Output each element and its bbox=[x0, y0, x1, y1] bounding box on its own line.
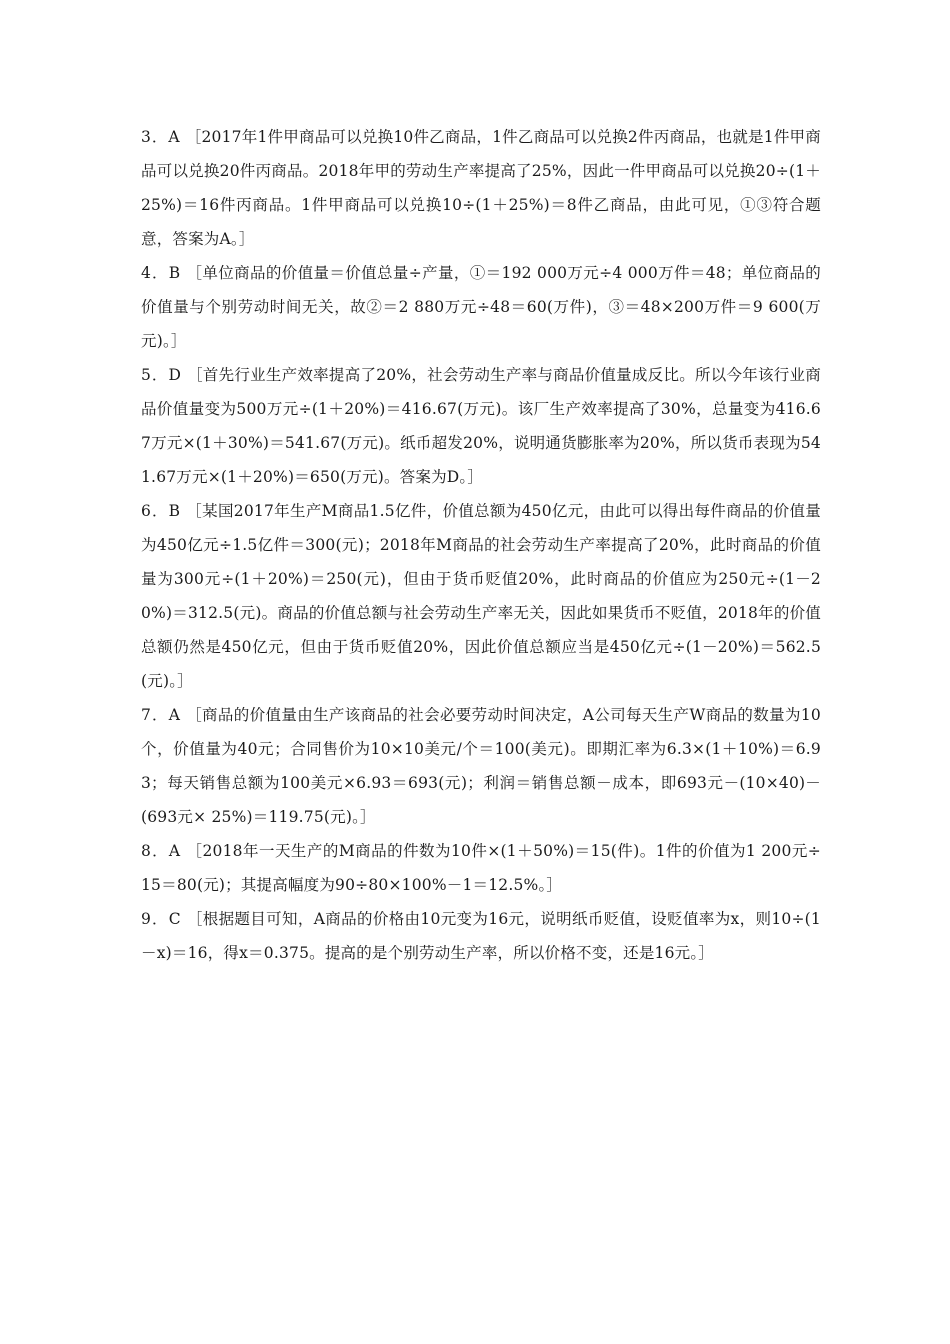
answer-choice: B bbox=[168, 502, 182, 520]
answer-item-5 bbox=[141, 358, 821, 494]
answer-item-3 bbox=[141, 120, 821, 256]
answer-number: 5． bbox=[141, 366, 169, 384]
answer-item-6 bbox=[141, 494, 821, 698]
answer-number: 3． bbox=[141, 128, 169, 146]
answer-item-8 bbox=[141, 834, 821, 902]
answer-explanation: ［商品的价值量由生产该商品的社会必要劳动时间决定，A公司每天生产W商品的数量为10个，价值量为40元；合同售价为10×10美元/个＝100(美元)。即期汇率为6.3×(1＋10%)＝6.93；每天销售总额为100美元×6.93＝693(元)；利润＝销售总额－成本，即693元－(10×40)－(693元× 25%)＝119.75(元)。］ bbox=[141, 706, 821, 826]
answer-number: 6． bbox=[141, 502, 169, 520]
answer-choice: B bbox=[168, 264, 182, 282]
answer-number: 8． bbox=[141, 842, 169, 860]
answer-explanation: ［根据题目可知，A商品的价格由10元变为16元，说明纸币贬值，设贬值率为x，则10÷(1－x)＝16，得x＝0.375。提高的是个别劳动生产率，所以价格不变，还是16元。］ bbox=[141, 910, 821, 962]
answer-explanation: ［2017年1件甲商品可以兑换10件乙商品，1件乙商品可以兑换2件丙商品，也就是1件甲商品可以兑换20件丙商品。2018年甲的劳动生产率提高了25%，因此一件甲商品可以兑换20÷(1＋25%)＝16件丙商品。1件甲商品可以兑换10÷(1＋25%)＝8件乙商品，由此可见，①③符合题意，答案为A。］ bbox=[141, 128, 821, 248]
answer-list bbox=[141, 120, 821, 970]
answer-explanation: ［单位商品的价值量＝价值总量÷产量，①＝192 000万元÷4 000万件＝48；单位商品的价值量与个别劳动时间无关，故②＝2 880万元÷48＝60(万件)，③＝48×200万件＝9 600(万元)。］ bbox=[141, 264, 821, 350]
answer-explanation: ［某国2017年生产M商品1.5亿件，价值总额为450亿元，由此可以得出每件商品的价值量为450亿元÷1.5亿件＝300(元)；2018年M商品的社会劳动生产率提高了20%，此时商品的价值量为300元÷(1＋20%)＝250(元)，但由于货币贬值20%，此时商品的价值应为250元÷(1－20%)＝312.5(元)。商品的价值总额与社会劳动生产率无关，因此如果货币不贬值，2018年的价值总额仍然是450亿元，但由于货币贬值20%，因此价值总额应当是450亿元÷(1－20%)＝562.5(元)。］ bbox=[141, 502, 821, 690]
answer-choice: A bbox=[168, 842, 182, 860]
answer-choice: A bbox=[168, 706, 181, 724]
answer-item-4 bbox=[141, 256, 821, 358]
answer-explanation: ［2018年一天生产的M商品的件数为10件×(1＋50%)＝15(件)。1件的价值为1 200元÷15＝80(元)；其提高幅度为90÷80×100%－1＝12.5%。］ bbox=[141, 842, 821, 894]
answer-item-9 bbox=[141, 902, 821, 970]
answer-item-7 bbox=[141, 698, 821, 834]
answer-explanation: ［首先行业生产效率提高了20%，社会劳动生产率与商品价值量成反比。所以今年该行业商品价值量变为500万元÷(1＋20%)＝416.67(万元)。该厂生产效率提高了30%，总量变为416.67万元×(1＋30%)＝541.67(万元)。纸币超发20%，说明通货膨胀率为20%，所以货币表现为541.67万元×(1＋20%)＝650(万元)。答案为D。］ bbox=[141, 366, 821, 486]
answer-number: 4． bbox=[141, 264, 169, 282]
answer-number: 7． bbox=[141, 706, 169, 724]
answer-choice: C bbox=[168, 910, 182, 928]
answer-choice: D bbox=[168, 366, 182, 384]
answer-number: 9． bbox=[141, 910, 169, 928]
answer-choice: A bbox=[168, 128, 181, 146]
